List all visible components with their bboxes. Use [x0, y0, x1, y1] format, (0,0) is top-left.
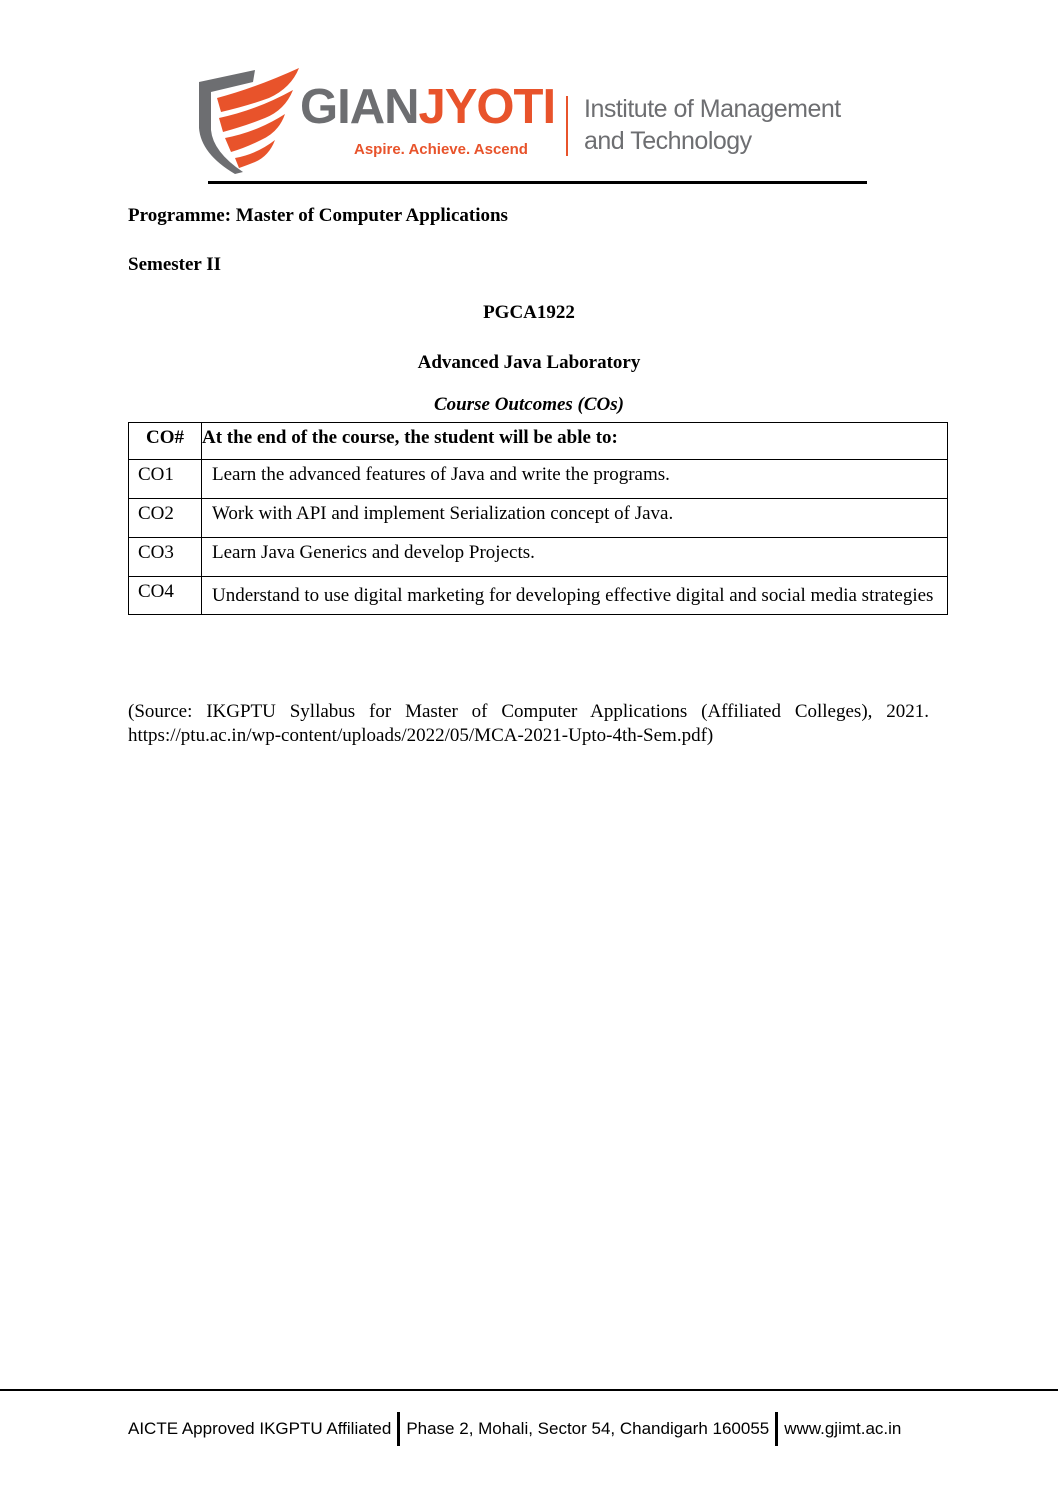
- table-caption: Course Outcomes (COs): [433, 394, 624, 415]
- logo-divider: [566, 96, 568, 156]
- co-id: CO4: [129, 577, 202, 615]
- shield-logo-icon: [195, 68, 305, 176]
- co-description: Work with API and implement Serialization concept of Java.: [202, 499, 948, 538]
- co-id: CO1: [129, 460, 202, 499]
- footer-website: www.gjimt.ac.in: [784, 1419, 902, 1438]
- page-header: [0, 0, 1058, 190]
- table-row: [129, 538, 948, 577]
- source-note: (Source: IKGPTU Syllabus for Master of Computer Applications (Affiliated Colleges), 2021. https://ptu.ac.in/wp-content/uploads/2022/05/MCA-2021-Upto-4th-Sem.pdf): [128, 701, 929, 746]
- co-id: CO3: [129, 538, 202, 577]
- co-description: Learn Java Generics and develop Projects.: [202, 538, 948, 577]
- page-footer: [128, 1412, 901, 1446]
- institute-name-line1: Institute of Management: [584, 95, 841, 123]
- programme-heading: Programme: Master of Computer Applications: [128, 205, 508, 226]
- table-row: [129, 499, 948, 538]
- footer-affiliation: AICTE Approved IKGPTU Affiliated: [128, 1419, 392, 1438]
- footer-rule: [0, 1389, 1058, 1391]
- semester-heading: Semester II: [128, 254, 222, 275]
- logo-tagline: Aspire. Achieve. Ascend: [354, 141, 528, 158]
- footer-address: Phase 2, Mohali, Sector 54, Chandigarh 160055: [406, 1419, 770, 1438]
- co-description: Learn the advanced features of Java and write the programs.: [202, 460, 948, 499]
- column-header-description: At the end of the course, the student will be able to:: [202, 423, 948, 460]
- course-title: Advanced Java Laboratory: [417, 352, 641, 373]
- course-code: PGCA1922: [483, 302, 575, 323]
- column-header-co: CO#: [129, 423, 202, 460]
- footer-separator: [775, 1412, 778, 1446]
- header-rule: [208, 181, 867, 184]
- table-row: [129, 577, 948, 615]
- institute-name: [584, 93, 841, 157]
- institute-name-line2: and Technology: [584, 127, 752, 155]
- co-description: Understand to use digital marketing for developing effective digital and social media strategies: [202, 577, 948, 615]
- logo-wordmark: GIANJYOTI: [300, 80, 556, 134]
- course-outcomes-table: [128, 422, 948, 615]
- footer-separator: [397, 1412, 400, 1446]
- co-id: CO2: [129, 499, 202, 538]
- table-header-row: [129, 423, 948, 460]
- table-row: [129, 460, 948, 499]
